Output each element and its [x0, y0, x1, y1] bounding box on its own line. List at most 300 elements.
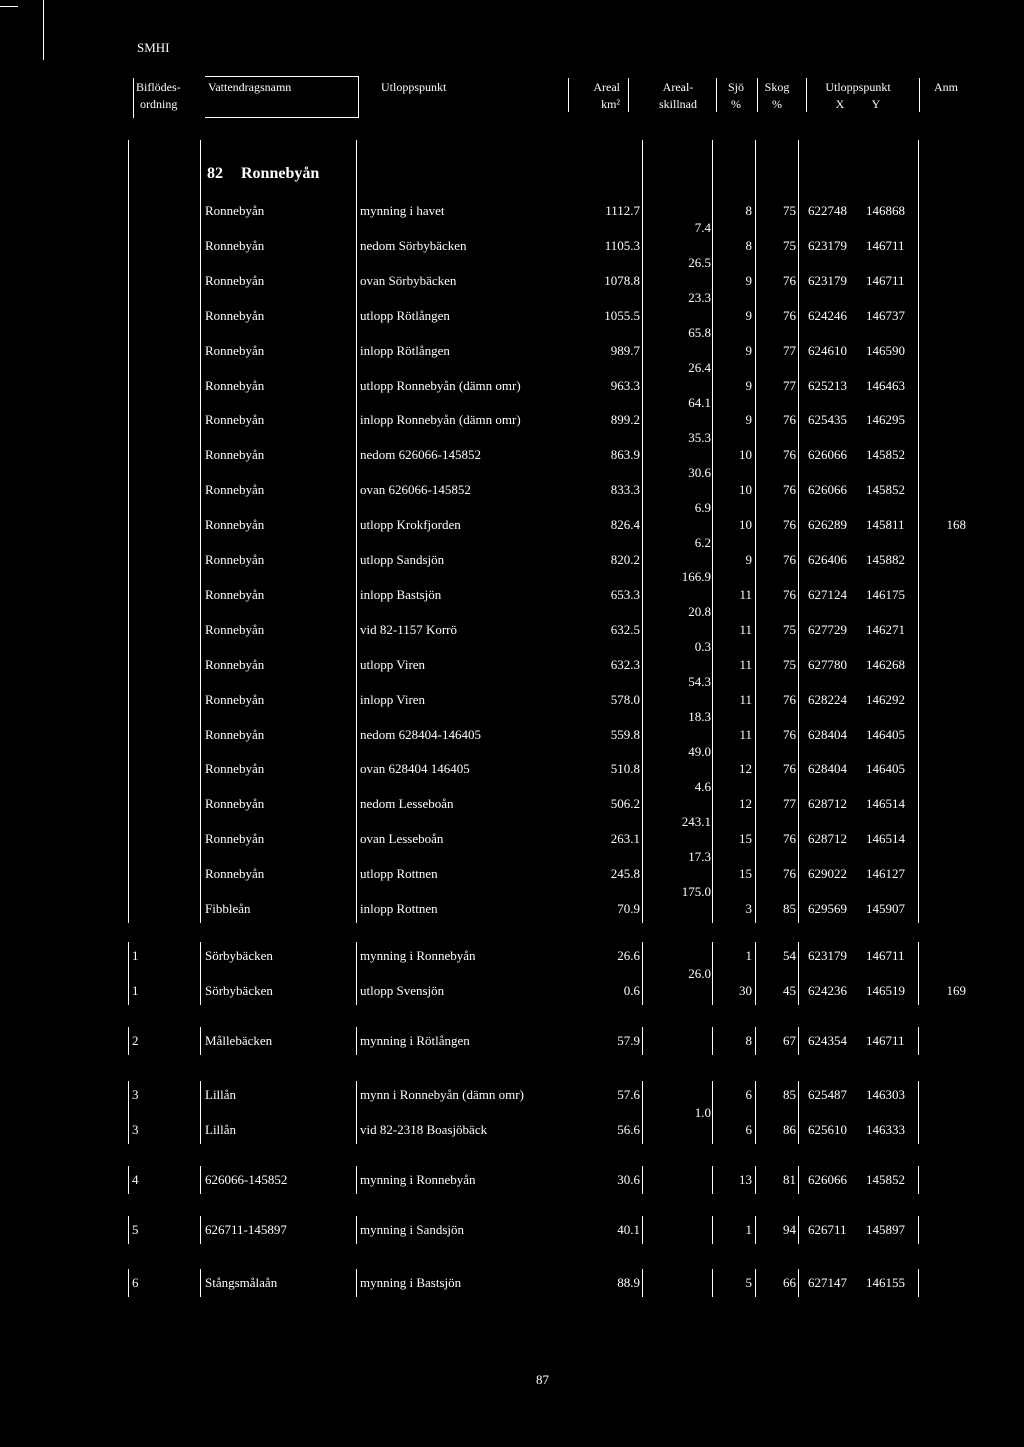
bifloede-order: 1: [132, 948, 139, 963]
coord-x: 628224: [808, 691, 847, 707]
vattendrag-name: Sörbybäcken: [205, 983, 273, 998]
header-sjo-1: Sjö: [727, 80, 744, 94]
coord-x: 627729: [808, 621, 847, 637]
utloppspunkt-desc: mynning i Sandsjön: [360, 1222, 465, 1237]
coord-y: 146737: [866, 307, 905, 323]
coord-x: 628712: [808, 831, 847, 847]
coord-y: 146868: [866, 203, 905, 218]
coord-x: 623179: [808, 237, 847, 253]
group-0-line-forest: [798, 942, 799, 1005]
arealskillnad-value: 17.3: [688, 848, 711, 864]
header-biflodesordning-1: Biflödes-: [136, 80, 181, 94]
coord-y: 146514: [866, 831, 905, 847]
utloppspunkt-desc: utlopp Krokfjorden: [360, 517, 461, 533]
anm-value: 169: [946, 983, 966, 998]
bifloede-order: 4: [132, 1172, 139, 1187]
areal-value: 578.0: [610, 691, 640, 707]
coord-x: 628712: [808, 796, 847, 812]
skog-value: 75: [783, 203, 796, 218]
sjo-value: 3: [745, 901, 752, 916]
main-line-area: [642, 140, 643, 923]
skog-value: 81: [783, 1172, 796, 1187]
skog-value: 67: [783, 1033, 796, 1048]
arealskillnad-value: 35.3: [688, 429, 711, 445]
coord-y: 146405: [866, 726, 905, 742]
areal-value: 1055.5: [604, 307, 640, 323]
coord-x: 623179: [808, 948, 847, 963]
sjo-value: 12: [739, 796, 752, 812]
bifloede-order: 3: [132, 1122, 139, 1137]
main-line-lake: [755, 140, 756, 923]
coord-y: 146292: [866, 691, 905, 707]
coord-x: 627124: [808, 586, 847, 602]
vattendrag-name: Lillån: [205, 1122, 237, 1137]
group-4-line-name: [200, 1216, 201, 1244]
group-0-line-area: [642, 942, 643, 1005]
group-2-line-name: [200, 1081, 201, 1144]
group-0-line-lake: [755, 942, 756, 1005]
utloppspunkt-desc: mynning i havet: [360, 203, 445, 218]
utloppspunkt-desc: utlopp Svensjön: [360, 983, 445, 998]
header-anm: Anm: [934, 80, 958, 94]
group-3-line-coord: [918, 1166, 919, 1194]
sjo-value: 10: [739, 447, 752, 463]
group-4-line-area: [642, 1216, 643, 1244]
main-line-coord: [918, 140, 919, 923]
coord-x: 624236: [808, 983, 847, 998]
group-3-line-point: [356, 1166, 357, 1194]
coord-x: 624354: [808, 1033, 847, 1048]
group-5-line-name: [200, 1269, 201, 1297]
utloppspunkt-desc: inlopp Ronnebyån (dämn omr): [360, 412, 521, 428]
sjo-value: 10: [739, 517, 752, 533]
coord-x: 625610: [808, 1122, 847, 1137]
section-title: [207, 165, 319, 183]
vattendrag-name: Ronnebyån: [205, 866, 265, 882]
areal-value: 632.5: [610, 621, 640, 637]
group-2-line-diff: [712, 1081, 713, 1144]
header-col-sep-c: [628, 78, 629, 112]
arealskillnad-value: 20.8: [688, 604, 711, 620]
utloppspunkt-desc: vid 82-2318 Boasjöbäck: [360, 1122, 488, 1137]
group-2-line-order: [128, 1081, 129, 1144]
coord-y: 146711: [866, 948, 905, 963]
arealskillnad-value: 54.3: [688, 674, 711, 690]
header-utloppspunkt-xy-1: Utloppspunkt: [825, 80, 891, 94]
utloppspunkt-desc: mynning i Rötlången: [360, 1033, 470, 1048]
skog-value: 76: [783, 726, 796, 742]
utloppspunkt-desc: nedom Sörbybäcken: [360, 237, 467, 253]
coord-y: 146155: [866, 1275, 905, 1290]
header-col-sep-g: [919, 78, 920, 112]
coord-y: 146405: [866, 761, 905, 777]
header-utloppspunkt: Utloppspunkt: [381, 80, 447, 94]
sjo-value: 9: [745, 377, 752, 393]
header-areal-1: Areal: [593, 80, 620, 94]
group-1-line-forest: [798, 1027, 799, 1055]
group-3-line-area: [642, 1166, 643, 1194]
sjo-value: 11: [739, 586, 752, 602]
group-5-line-point: [356, 1269, 357, 1297]
utloppspunkt-desc: inlopp Rötlången: [360, 342, 450, 358]
vattendrag-name: Ronnebyån: [205, 586, 265, 602]
coord-y: 145811: [866, 517, 905, 533]
vattendrag-name: Ronnebyån: [205, 552, 265, 567]
arealskillnad-value: 6.2: [694, 534, 711, 550]
coord-x: 629569: [808, 901, 847, 916]
coord-y: 146271: [866, 621, 905, 637]
group-0-line-coord: [918, 942, 919, 1005]
coord-x: 626711: [808, 1222, 847, 1237]
header-col-sep-d: [716, 78, 717, 112]
group-1-line-name: [200, 1027, 201, 1055]
group-2-line-area: [642, 1081, 643, 1144]
group-5-line-area: [642, 1269, 643, 1297]
areal-value: 826.4: [610, 517, 640, 533]
areal-value: 510.8: [610, 761, 640, 777]
arealskillnad-value: 65.8: [688, 325, 711, 341]
vattendrag-name: Ronnebyån: [205, 761, 265, 777]
vattendrag-name: Ronnebyån: [205, 307, 265, 323]
arealskillnad-value: 243.1: [681, 813, 711, 829]
vattendrag-name: Stångsmålaån: [205, 1275, 278, 1290]
utloppspunkt-desc: utlopp Viren: [360, 656, 426, 672]
main-line-forest: [798, 140, 799, 923]
coord-x: 625213: [808, 377, 847, 393]
vattendrag-name: Ronnebyån: [205, 237, 265, 253]
skog-value: 94: [783, 1222, 796, 1237]
header-utloppspunkt-x: X: [835, 97, 845, 111]
coord-y: 146127: [866, 866, 905, 882]
agency-label: SMHI: [137, 40, 170, 55]
sjo-value: 8: [745, 203, 752, 218]
header-areal-2: km²: [601, 97, 620, 111]
areal-value: 963.3: [610, 377, 640, 393]
group-4-line-diff: [712, 1216, 713, 1244]
coord-y: 146519: [866, 983, 905, 998]
coord-x: 627147: [808, 1275, 847, 1290]
bifloede-order: 5: [132, 1222, 139, 1237]
coord-y: 146711: [866, 1033, 905, 1048]
arealskillnad-value: 26.4: [688, 360, 711, 376]
areal-value: 57.6: [617, 1087, 640, 1102]
group-2-line-point: [356, 1081, 357, 1144]
skog-value: 76: [783, 517, 796, 533]
coord-y: 146514: [866, 796, 905, 812]
skog-value: 54: [783, 948, 796, 963]
arealskillnad-value: 26.5: [688, 255, 711, 271]
utloppspunkt-desc: ovan Sörbybäcken: [360, 272, 457, 288]
header-utloppspunkt-y: Y: [871, 97, 881, 111]
coord-x: 624246: [808, 307, 847, 323]
areal-value: 653.3: [610, 586, 640, 602]
group-0-line-order: [128, 942, 129, 1005]
sjo-value: 6: [745, 1087, 752, 1102]
group-4-line-forest: [798, 1216, 799, 1244]
vattendrag-name: Ronnebyån: [205, 691, 265, 707]
group-1-line-lake: [755, 1027, 756, 1055]
section-name: Ronnebyån: [241, 165, 320, 182]
group-1-line-area: [642, 1027, 643, 1055]
coord-x: 625435: [808, 412, 847, 428]
skog-value: 76: [783, 866, 796, 882]
main-line-diff: [712, 140, 713, 923]
skog-value: 76: [783, 761, 796, 777]
coord-y: 146333: [866, 1122, 905, 1137]
vattendrag-name: Ronnebyån: [205, 482, 265, 498]
coord-x: 625487: [808, 1087, 847, 1102]
areal-value: 1112.7: [605, 203, 640, 218]
coord-x: 626289: [808, 517, 847, 533]
vattendrag-name: Fibbleån: [205, 901, 251, 916]
sjo-value: 9: [745, 272, 752, 288]
skog-value: 76: [783, 447, 796, 463]
areal-value: 833.3: [610, 482, 640, 498]
areal-value: 56.6: [617, 1122, 640, 1137]
coord-x: 626066: [808, 482, 847, 498]
areal-value: 899.2: [610, 412, 640, 428]
header-vattendragsnamn: Vattendragsnamn: [208, 80, 292, 94]
skog-value: 76: [783, 552, 796, 567]
group-4-line-lake: [755, 1216, 756, 1244]
areal-value: 88.9: [617, 1275, 640, 1290]
coord-y: 146590: [866, 342, 905, 358]
utloppspunkt-desc: mynn i Ronnebyån (dämn omr): [360, 1087, 524, 1102]
areal-value: 863.9: [610, 447, 640, 463]
arealskillnad-value: 4.6: [694, 778, 711, 794]
utloppspunkt-desc: mynning i Bastsjön: [360, 1275, 462, 1290]
areal-value: 1105.3: [604, 237, 640, 253]
areal-value: 506.2: [610, 796, 640, 812]
bifloede-order: 3: [132, 1087, 139, 1102]
skog-value: 77: [783, 796, 796, 812]
utloppspunkt-desc: inlopp Bastsjön: [360, 586, 442, 602]
arealskillnad-value: 26.0: [688, 965, 711, 981]
sjo-value: 11: [739, 691, 752, 707]
areal-value: 26.6: [617, 948, 640, 963]
sjo-value: 15: [739, 866, 752, 882]
vattendrag-name: Ronnebyån: [205, 203, 265, 218]
areal-value: 820.2: [610, 552, 640, 567]
group-1-line-diff: [712, 1027, 713, 1055]
coord-x: 627780: [808, 656, 847, 672]
vattendrag-name: 626066-145852: [205, 1172, 288, 1187]
skog-value: 76: [783, 691, 796, 707]
utloppspunkt-desc: ovan Lesseboån: [360, 831, 444, 847]
coord-y: 146303: [866, 1087, 905, 1102]
areal-value: 559.8: [610, 726, 640, 742]
header-top-rule: [205, 76, 358, 77]
bifloede-order: 1: [132, 983, 139, 998]
group-3-line-lake: [755, 1166, 756, 1194]
header-col-sep-a: [358, 76, 359, 118]
skog-value: 45: [783, 983, 796, 998]
vattendrag-name: Ronnebyån: [205, 377, 265, 393]
utloppspunkt-desc: inlopp Rottnen: [360, 901, 438, 916]
utloppspunkt-desc: mynning i Ronnebyån: [360, 1172, 476, 1187]
utloppspunkt-desc: utlopp Ronnebyån (dämn omr): [360, 377, 521, 393]
skog-value: 76: [783, 412, 796, 428]
group-3-line-order: [128, 1166, 129, 1194]
vattendrag-name: 626711-145897: [205, 1222, 287, 1237]
group-4-line-point: [356, 1216, 357, 1244]
arealskillnad-value: 30.6: [688, 464, 711, 480]
coord-x: 622748: [808, 203, 847, 218]
group-0-line-name: [200, 942, 201, 1005]
utloppspunkt-desc: nedom Lesseboån: [360, 796, 454, 812]
coord-x: 629022: [808, 866, 847, 882]
skog-value: 76: [783, 272, 796, 288]
main-line-point: [356, 140, 357, 923]
group-5-line-lake: [755, 1269, 756, 1297]
sjo-value: 9: [745, 412, 752, 428]
main-line-name: [200, 140, 201, 923]
skog-value: 86: [783, 1122, 796, 1137]
header-col-sep-h: [133, 78, 134, 118]
arealskillnad-value: 64.1: [688, 394, 711, 410]
header-col-sep-b: [568, 78, 569, 112]
utloppspunkt-desc: utlopp Sandsjön: [360, 552, 445, 567]
areal-value: 0.6: [623, 983, 640, 998]
vattendrag-name: Ronnebyån: [205, 796, 265, 812]
utloppspunkt-desc: ovan 626066-145852: [360, 482, 471, 498]
header-skog-2: %: [772, 97, 782, 111]
sjo-value: 9: [745, 552, 752, 567]
areal-value: 989.7: [610, 342, 640, 358]
arealskillnad-value: 7.4: [694, 220, 711, 236]
coord-y: 145852: [866, 447, 905, 463]
utloppspunkt-desc: nedom 626066-145852: [360, 447, 481, 463]
group-0-line-diff: [712, 942, 713, 1005]
utloppspunkt-desc: vid 82-1157 Korrö: [360, 621, 458, 637]
arealskillnad-value: 0.3: [694, 639, 711, 655]
skog-value: 77: [783, 342, 796, 358]
page-number: 87: [536, 1372, 549, 1387]
utloppspunkt-desc: nedom 628404-146405: [360, 726, 481, 742]
header-col-sep-e: [757, 78, 758, 112]
sjo-value: 5: [745, 1275, 752, 1290]
areal-value: 57.9: [617, 1033, 640, 1048]
bifloede-order: 6: [132, 1275, 139, 1290]
arealskillnad-value: 1.0: [694, 1104, 711, 1120]
sjo-value: 6: [745, 1122, 752, 1137]
group-3-line-name: [200, 1166, 201, 1194]
coord-y: 145852: [866, 1172, 905, 1187]
header-sjo-2: %: [731, 97, 741, 111]
coord-y: 145897: [866, 1222, 905, 1237]
skog-value: 85: [783, 1087, 796, 1102]
arealskillnad-value: 23.3: [688, 290, 711, 306]
header-arealskillnad-1: Areal-: [662, 80, 694, 94]
group-5-line-order: [128, 1269, 129, 1297]
sjo-value: 8: [745, 1033, 752, 1048]
areal-value: 1078.8: [604, 272, 640, 288]
vattendrag-name: Sörbybäcken: [205, 948, 273, 963]
coord-x: 628404: [808, 726, 847, 742]
coord-y: 145907: [866, 901, 905, 916]
vattendrag-name: Ronnebyån: [205, 342, 265, 358]
header-biflodesordning-2: ordning: [140, 97, 178, 111]
group-2-line-lake: [755, 1081, 756, 1144]
utloppspunkt-desc: inlopp Viren: [360, 691, 426, 707]
skog-value: 75: [783, 621, 796, 637]
sjo-value: 30: [739, 983, 752, 998]
header-skog-1: Skog: [764, 80, 790, 94]
coord-y: 146463: [866, 377, 905, 393]
group-1-line-order: [128, 1027, 129, 1055]
anm-value: 168: [946, 517, 966, 533]
coord-y: 146175: [866, 586, 905, 602]
sjo-value: 11: [739, 656, 752, 672]
coord-x: 624610: [808, 342, 847, 358]
skog-value: 77: [783, 377, 796, 393]
coord-x: 623179: [808, 272, 847, 288]
group-4-line-coord: [918, 1216, 919, 1244]
sjo-value: 8: [745, 237, 752, 253]
header-col-sep-f: [806, 78, 807, 112]
corner-mark-horizontal: [0, 6, 18, 7]
vattendrag-name: Ronnebyån: [205, 447, 265, 463]
skog-value: 66: [783, 1275, 796, 1290]
areal-value: 40.1: [617, 1222, 640, 1237]
vattendrag-name: Ronnebyån: [205, 272, 265, 288]
arealskillnad-value: 18.3: [688, 709, 711, 725]
vattendrag-name: Lillån: [205, 1087, 237, 1102]
skog-value: 75: [783, 237, 796, 253]
sjo-value: 1: [745, 1222, 752, 1237]
utloppspunkt-desc: utlopp Rötlången: [360, 307, 450, 323]
skog-value: 75: [783, 656, 796, 672]
group-2-line-coord: [918, 1081, 919, 1144]
coord-y: 146711: [866, 272, 905, 288]
sjo-value: 13: [739, 1172, 752, 1187]
group-5-line-forest: [798, 1269, 799, 1297]
coord-y: 146711: [866, 237, 905, 253]
vattendrag-name: Ronnebyån: [205, 726, 265, 742]
arealskillnad-value: 175.0: [681, 883, 711, 899]
utloppspunkt-desc: mynning i Ronnebyån: [360, 948, 476, 963]
areal-value: 632.3: [610, 656, 640, 672]
sjo-value: 9: [745, 307, 752, 323]
group-0-line-point: [356, 942, 357, 1005]
group-1-line-coord: [918, 1027, 919, 1055]
arealskillnad-value: 166.9: [681, 569, 711, 585]
group-1-line-point: [356, 1027, 357, 1055]
coord-x: 628404: [808, 761, 847, 777]
group-5-line-coord: [918, 1269, 919, 1297]
vattendrag-name: Ronnebyån: [205, 831, 265, 847]
areal-value: 245.8: [610, 866, 640, 882]
areal-value: 263.1: [610, 831, 640, 847]
group-5-line-diff: [712, 1269, 713, 1297]
utloppspunkt-desc: utlopp Rottnen: [360, 866, 438, 882]
vattendrag-name: Ronnebyån: [205, 517, 265, 533]
utloppspunkt-desc: ovan 628404 146405: [360, 761, 470, 777]
coord-y: 145852: [866, 482, 905, 498]
skog-value: 76: [783, 482, 796, 498]
coord-x: 626406: [808, 552, 847, 567]
areal-value: 30.6: [617, 1172, 640, 1187]
group-2-line-forest: [798, 1081, 799, 1144]
bifloede-order: 2: [132, 1033, 139, 1048]
header-bottom-rule: [205, 117, 358, 118]
skog-value: 76: [783, 586, 796, 602]
areal-value: 70.9: [617, 901, 640, 916]
vattendrag-name: Ronnebyån: [205, 621, 265, 637]
sjo-value: 9: [745, 342, 752, 358]
sjo-value: 15: [739, 831, 752, 847]
vattendrag-name: Ronnebyån: [205, 656, 265, 672]
